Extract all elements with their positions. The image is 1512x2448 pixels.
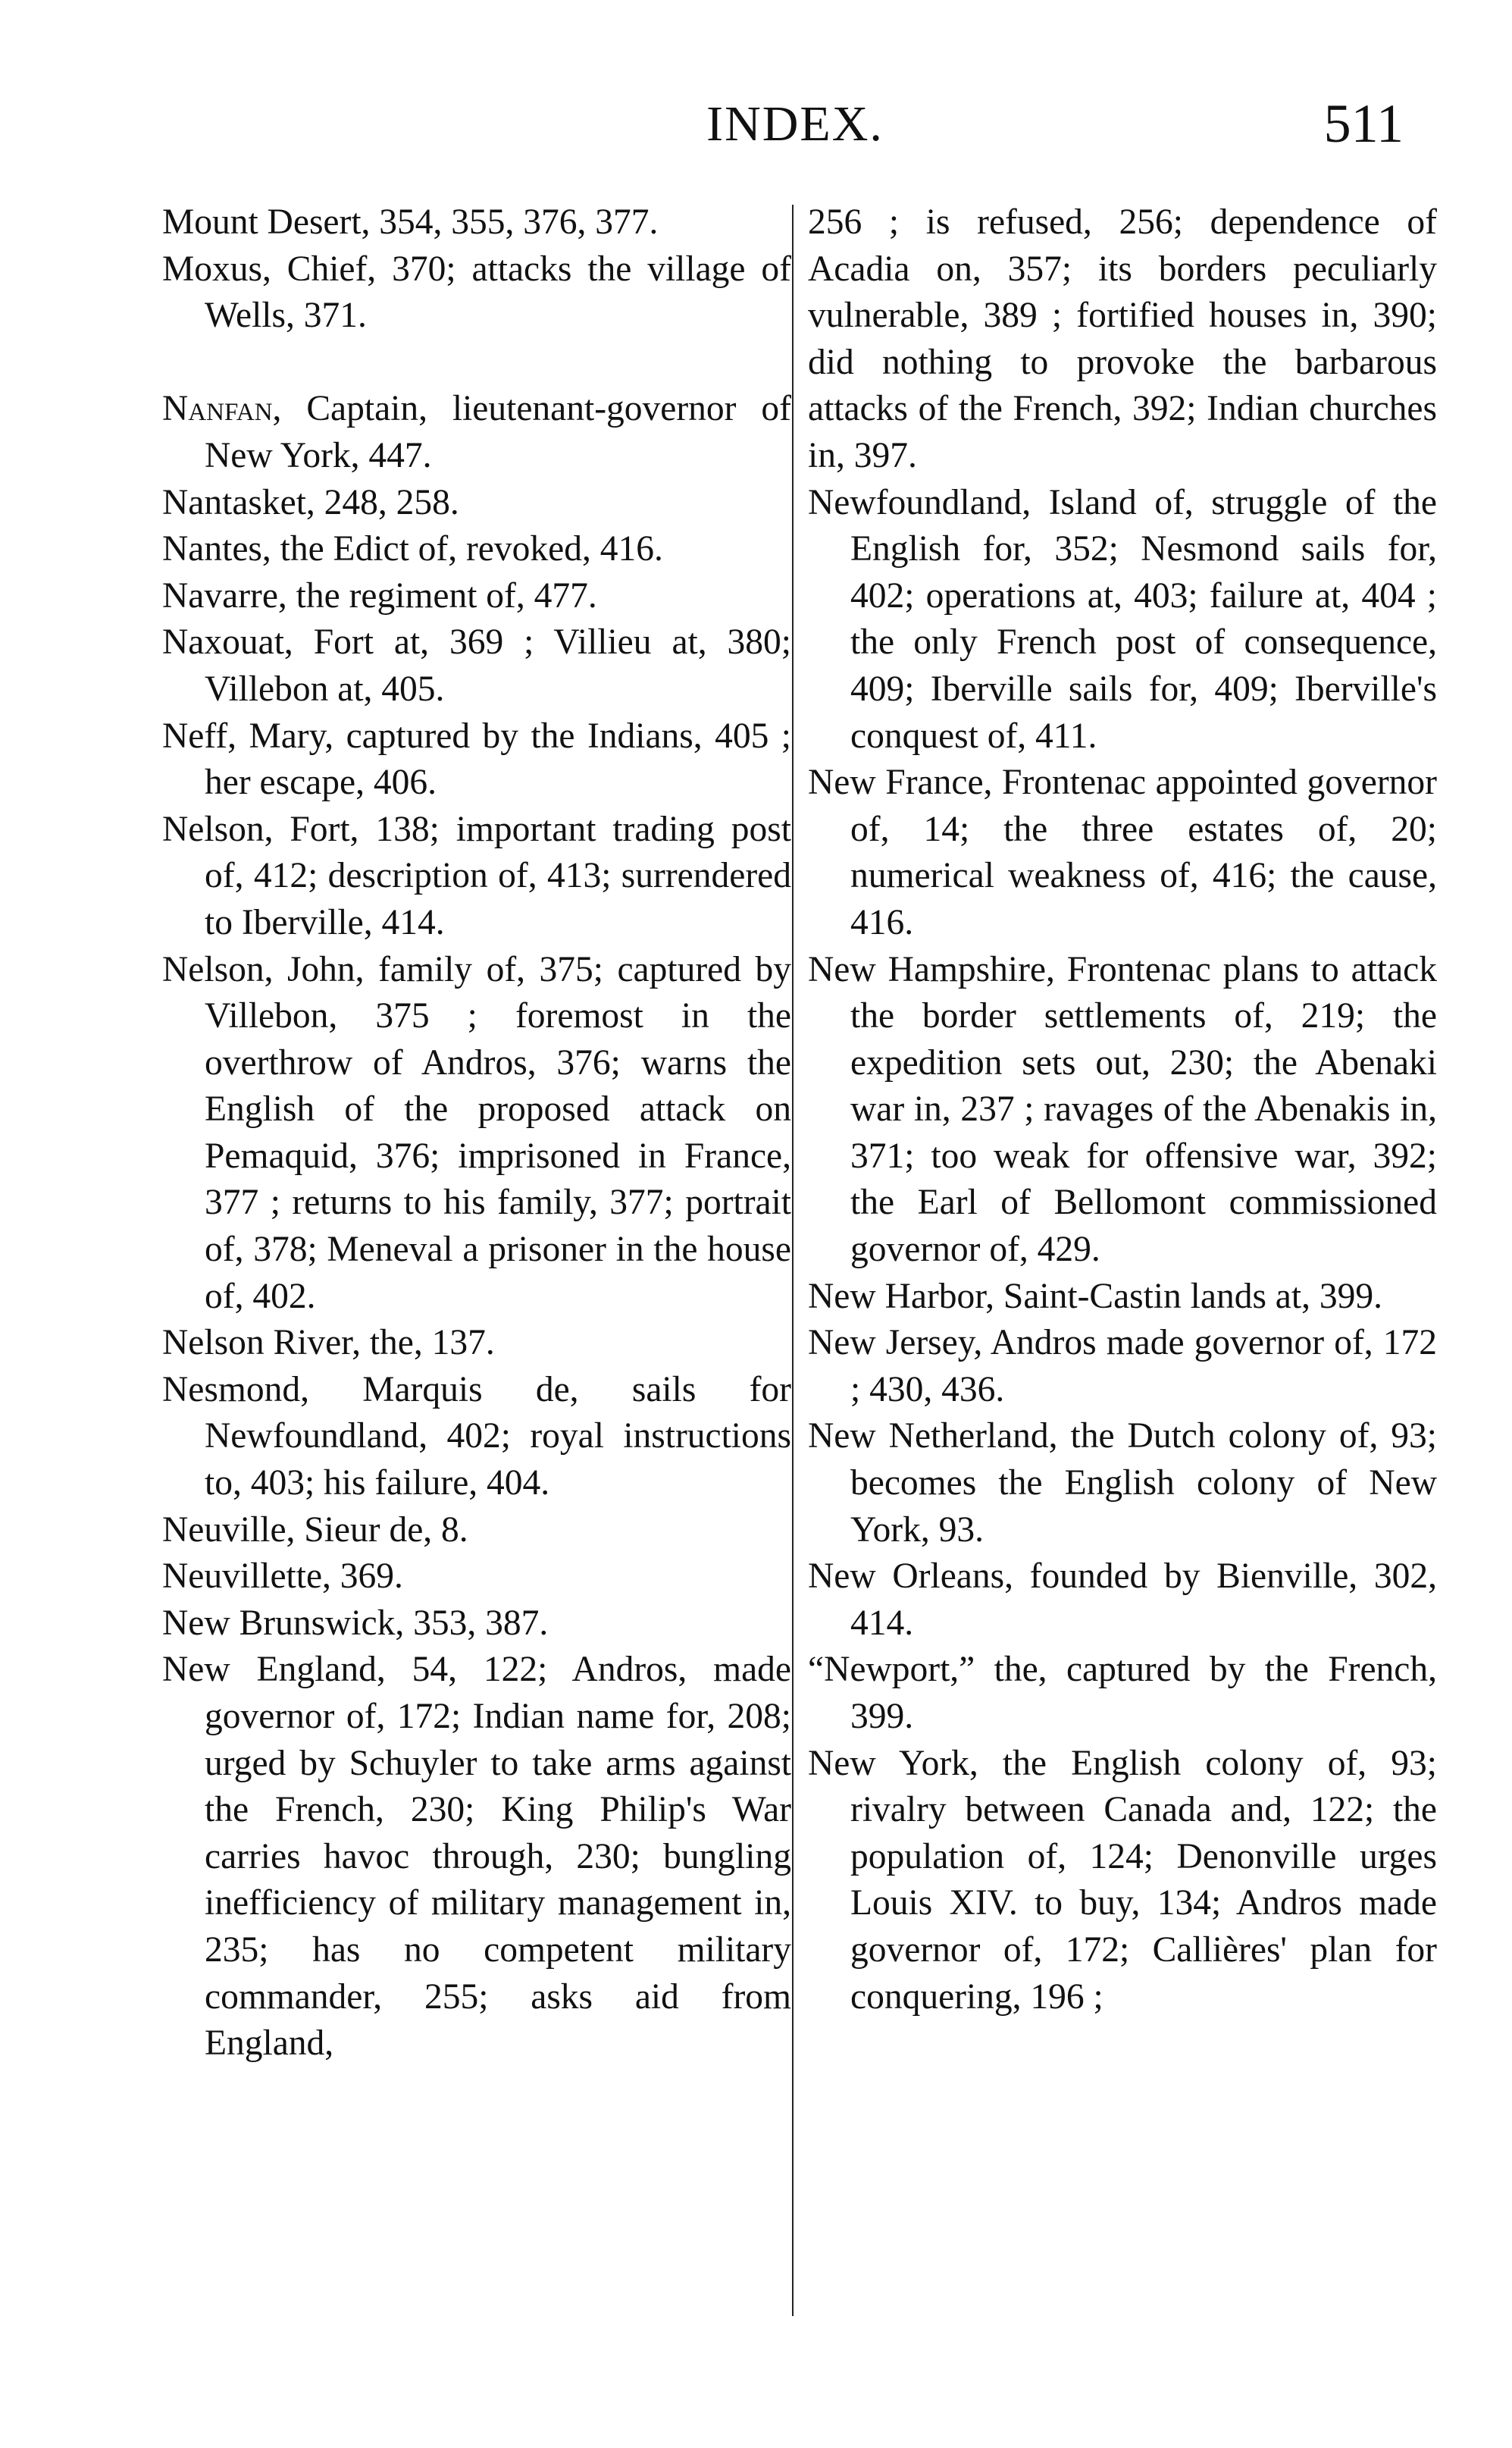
index-entry: New Netherland, the Dutch colony of, 93; becomes the English colony of New York, 93. bbox=[808, 1416, 1437, 1550]
index-entry: New Hampshire, Frontenac plans to attack the border settlements of, 219; the expedition sets out, 230; the Abenaki war in, 237 ; ravages of the Abenakis in, 371; too weak for offensive war, 392; the Earl of Bellomont commissioned governor of, 429. bbox=[808, 949, 1437, 1270]
index-entry: “Newport,” the, captured by the French, 399. bbox=[808, 1650, 1437, 1736]
index-entry: New Brunswick, 353, 387. bbox=[162, 1603, 549, 1643]
index-entry: Nelson, John, family of, 375; captured by Villebon, 375 ; foremost in the overthrow of Andros, 376; warns the English of the proposed attack on Pemaquid, 376; imprisoned in France, 377 ; returns to his family, 377; portrait of, 378; Meneval a prisoner in the house of, 402. bbox=[162, 949, 791, 1316]
index-entry: Newfoundland, Island of, struggle of the English for, 352; Nesmond sails for, 402; operations at, 403; failure at, 404 ; the only French post of consequence, 409; Iberville sails for, 409; Iberville's conquest of, 411. bbox=[808, 482, 1437, 756]
index-entry: Nelson, Fort, 138; important trading post of, 412; description of, 413; surrendered to Iberville, 414. bbox=[162, 809, 791, 942]
index-entry: Mount Desert, 354, 355, 376, 377. bbox=[162, 202, 659, 242]
index-entry: Nesmond, Marquis de, sails for Newfoundland, 402; royal instructions to, 403; his failure, 404. bbox=[162, 1369, 791, 1503]
index-entry: New York, the English colony of, 93; rivalry between Canada and, 122; the population of, 124; Denonville urges Louis XIV. to buy, 134; Andros made governor of, 172; Callières' plan for conquering, 196 ; bbox=[808, 1743, 1437, 2017]
index-entry: Neuville, Sieur de, 8. bbox=[162, 1509, 468, 1550]
continued-entry: 256 ; is refused, 256; dependence of Acadia on, 357; its borders peculiarly vulnerable, 389 ; fortified houses in, 390; did nothing to provoke the barbarous attacks of the French, 392; Indian churches in, 397. bbox=[808, 202, 1437, 475]
index-entry: New Jersey, Andros made governor of, 172 ; 430, 436. bbox=[808, 1323, 1437, 1409]
letter-gap bbox=[162, 340, 791, 387]
running-title: INDEX. bbox=[706, 96, 884, 152]
index-entry bbox=[162, 386, 791, 479]
index-entry: New Harbor, Saint-Castin lands at, 399. bbox=[808, 1276, 1382, 1316]
index-entry: Nantes, the Edict of, revoked, 416. bbox=[162, 529, 663, 569]
entry-headword: Nanfan, bbox=[162, 389, 282, 429]
index-entry: Nantasket, 248, 258. bbox=[162, 482, 459, 522]
index-entry: Neuvillette, 369. bbox=[162, 1556, 403, 1597]
page-header bbox=[162, 89, 1428, 158]
index-column-right bbox=[808, 199, 1437, 2020]
index-entry: Moxus, Chief, 370; attacks the village of Wells, 371. bbox=[162, 249, 791, 336]
column-divider bbox=[792, 205, 794, 2316]
page-number: 511 bbox=[1323, 93, 1404, 154]
index-entry: New France, Frontenac appointed governor of, 14; the three estates of, 20; numerical weakness of, 416; the cause, 416. bbox=[808, 763, 1437, 942]
entry-text: Captain, lieutenant-governor of New York, 447. bbox=[205, 389, 791, 475]
index-entry: Neff, Mary, captured by the Indians, 405 ; her escape, 406. bbox=[162, 716, 791, 803]
index-entry: Navarre, the regiment of, 477. bbox=[162, 575, 597, 616]
index-entry: Naxouat, Fort at, 369 ; Villieu at, 380; Villebon at, 405. bbox=[162, 622, 791, 709]
index-column-left bbox=[162, 199, 791, 2067]
index-entry: Nelson River, the, 137. bbox=[162, 1323, 495, 1363]
index-entry: New Orleans, founded by Bienville, 302, 414. bbox=[808, 1556, 1437, 1643]
index-entry: New England, 54, 122; Andros, made governor of, 172; Indian name for, 208; urged by Schuyler to take arms against the French, 230; King Philip's War carries havoc through, 230; bungling inefficiency of military management in, 235; has no competent military commander, 255; asks aid from England, bbox=[162, 1650, 791, 2064]
